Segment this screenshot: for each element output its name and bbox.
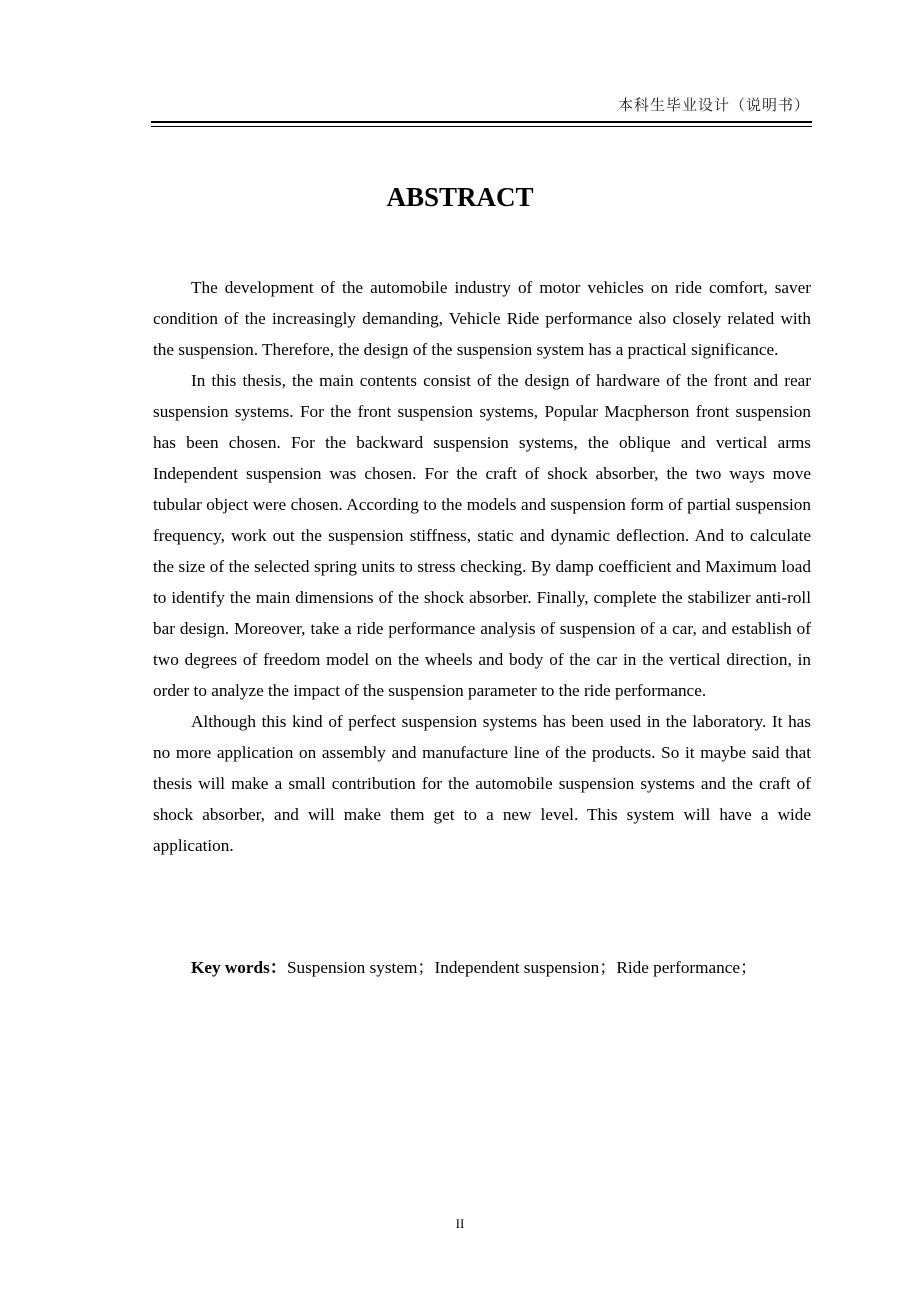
abstract-paragraph-2: In this thesis, the main contents consist of the design of hardware of the front and rear suspension systems. For the front suspension systems, Popular Macpherson front suspension has been chosen. For the backward suspension systems, the oblique and vertical arms Independent suspension was chosen. For the craft of shock absorber, the two ways move tubular object were chosen. According to the models and suspension form of partial suspension frequency, work out the suspension stiffness, static and dynamic deflection. And to calculate the size of the selected spring units to stress checking. By damp coefficient and Maximum load to identify the main dimensions of the shock absorber. Finally, complete the stabilizer anti-roll bar design. Moreover, take a ride performance analysis of suspension of a car, and establish of two degrees of freedom model on the wheels and body of the car in the vertical direction, in order to analyze the impact of the suspension parameter to the ride performance. bbox=[153, 371, 811, 700]
keyword-item: Independent suspension； bbox=[434, 958, 617, 977]
keywords-line bbox=[191, 952, 757, 983]
page-title: ABSTRACT bbox=[386, 182, 534, 212]
header-rule-thick bbox=[151, 121, 812, 123]
abstract-body bbox=[153, 272, 811, 861]
keywords-label: Key words： bbox=[191, 958, 287, 977]
keyword-item: Ride performance； bbox=[616, 958, 758, 977]
running-header: 本科生毕业设计（说明书） bbox=[617, 98, 810, 114]
abstract-paragraph-3: Although this kind of perfect suspension systems has been used in the laboratory. It has no more application on assembly and manufacture line of the products. So it maybe said that thesis will make a small contribution for the automobile suspension systems and the craft of shock absorber, and will make them get to a new level. This system will have a wide application. bbox=[153, 712, 811, 855]
header-rule-thin bbox=[151, 126, 812, 127]
keyword-item: Suspension system； bbox=[286, 958, 435, 977]
page-number: II bbox=[455, 1216, 465, 1231]
abstract-paragraph-1: The development of the automobile industry of motor vehicles on ride comfort, saver condition of the increasingly demanding, Vehicle Ride performance also closely related with the suspension. Therefore, the design of the suspension system has a practical significance. bbox=[153, 278, 811, 359]
